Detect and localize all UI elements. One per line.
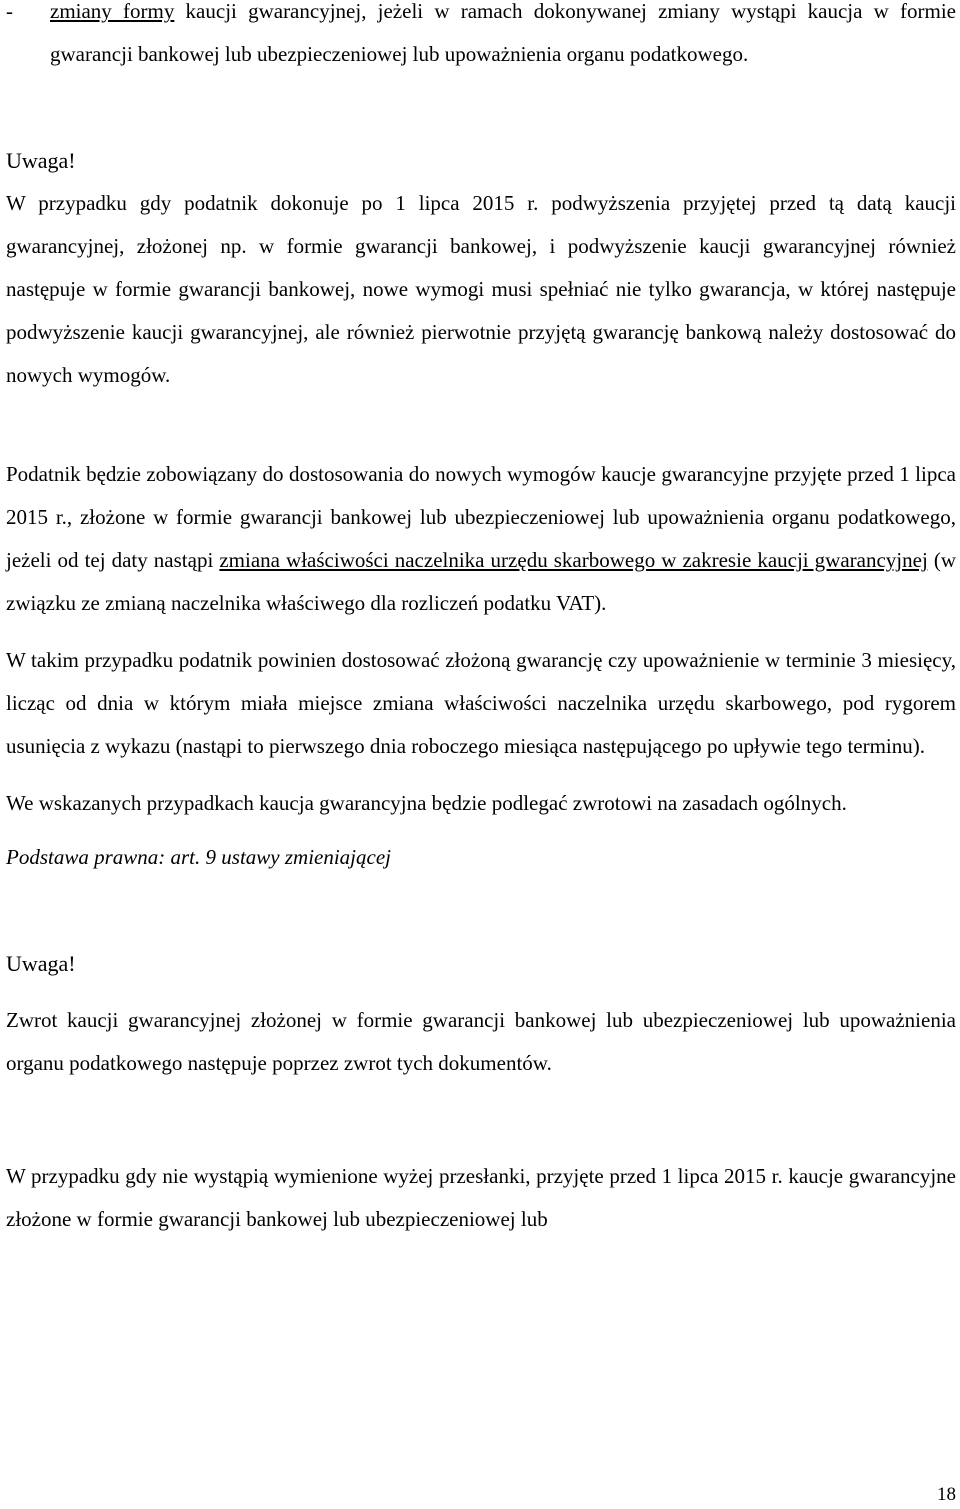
paragraph: We wskazanych przypadkach kaucja gwarancyjna będzie podlegać zwrotowi na zasadach ogólnych. [6,791,847,815]
underlined-phrase: zmiany formy [50,0,175,23]
bullet-dash: - [6,0,13,23]
legal-basis: Podstawa prawna: art. 9 ustawy zmieniającej [6,845,391,869]
paragraph: W przypadku gdy nie wystąpią wymienione wyżej przesłanki, przyjęte przed 1 lipca 2015 r. kaucje gwarancyjne złożone w formie gwarancji bankowej lub ubezpieczeniowej lub [6,1164,956,1231]
paragraph [6,453,956,625]
underlined-phrase: zmiana właściwości naczelnika urzędu skarbowego w zakresie kaucji gwarancyjnej [219,548,928,572]
bullet-text [50,0,956,76]
note-heading: Uwaga! [6,951,76,976]
paragraph-text: (w związku ze zmianą naczelnika właściwego dla rozliczeń podatku VAT). [6,548,957,615]
note-paragraph: W przypadku gdy podatnik dokonuje po 1 lipca 2015 r. podwyższenia przyjętej przed tą datą kaucji gwarancyjnej, złożonej np. w formie gwarancji bankowej, i podwyższenie kaucji gwarancyjnej również następuje w formie gwarancji bankowej, nowe wymogi musi spełniać nie tylko gwarancja, w której następuje podwyższenie kaucji gwarancyjnej, ale również pierwotnie przyjętą gwarancję bankową należy dostosować do nowych wymogów. [6,191,956,387]
bullet-item [6,0,956,76]
paragraph: W takim przypadku podatnik powinien dostosować złożoną gwarancję czy upoważnienie w terminie 3 miesięcy, licząc od dnia w którym miała miejsce zmiana właściwości naczelnika urzędu skarbowego, pod rygorem usunięcia z wykazu (nastąpi to pierwszego dnia roboczego miesiąca następującego po upływie tego terminu). [6,648,956,758]
page-number: 18 [937,1484,956,1505]
paragraph-text: Podatnik będzie zobowiązany do dostosowania do nowych wymogów kaucje gwarancyjne przyjęte przed 1 lipca 2015 r., złożone w formie gwarancji bankowej lub ubezpieczeniowej lub upoważnienia organu podatkowego, jeżeli od tej daty nastąpi [6,462,956,572]
note-paragraph: Zwrot kaucji gwarancyjnej złożonej w formie gwarancji bankowej lub ubezpieczeniowej lub upoważnienia organu podatkowego następuje poprzez zwrot tych dokumentów. [6,1008,956,1075]
note-heading: Uwaga! [6,148,76,173]
document-page [6,0,956,1241]
bullet-rest: kaucji gwarancyjnej, jeżeli w ramach dokonywanej zmiany wystąpi kaucja w formie gwarancji bankowej lub ubezpieczeniowej lub upoważnienia organu podatkowego. [50,0,956,66]
